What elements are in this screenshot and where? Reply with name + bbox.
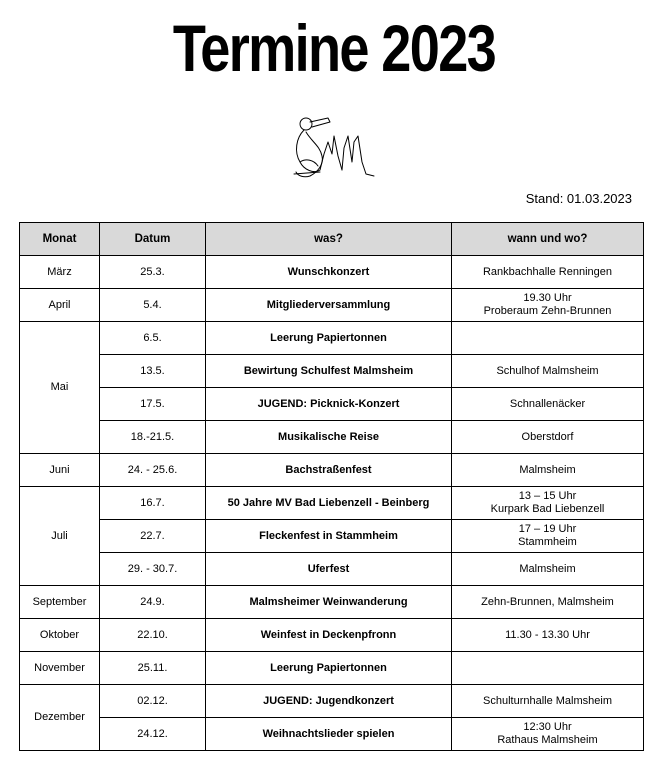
- date-cell: 22.7.: [100, 520, 206, 553]
- time-location-cell: [452, 619, 644, 652]
- time-location-line: 17 – 19 Uhr: [518, 523, 577, 535]
- month-cell: November: [20, 652, 100, 685]
- time-location-cell: [452, 487, 644, 520]
- event-cell: JUGEND: Jugendkonzert: [206, 685, 452, 718]
- table-row: [20, 487, 644, 520]
- table-row: [20, 322, 644, 355]
- month-cell: Oktober: [20, 619, 100, 652]
- table-row: [20, 421, 644, 454]
- time-location-line: Malmsheim: [519, 562, 576, 575]
- time-location-cell: [452, 322, 644, 355]
- month-cell: Mai: [20, 322, 100, 454]
- time-location-line: Zehn-Brunnen, Malmsheim: [481, 595, 614, 608]
- month-cell: Juni: [20, 454, 100, 487]
- date-cell: 13.5.: [100, 355, 206, 388]
- time-location-line: Proberaum Zehn-Brunnen: [483, 305, 612, 317]
- time-location-line: 13 – 15 Uhr: [518, 490, 577, 502]
- table-row: [20, 685, 644, 718]
- table-row: [20, 619, 644, 652]
- stand-date: Stand: 01.03.2023: [525, 191, 632, 206]
- event-cell: Bewirtung Schulfest Malmsheim: [206, 355, 452, 388]
- event-cell: Malmsheimer Weinwanderung: [206, 586, 452, 619]
- date-cell: 24.12.: [100, 718, 206, 751]
- date-cell: 17.5.: [100, 388, 206, 421]
- time-location-cell: [452, 454, 644, 487]
- month-cell: Dezember: [20, 685, 100, 751]
- time-location-cell: [452, 652, 644, 685]
- time-location-cell: [452, 520, 644, 553]
- time-location-line: Schulturnhalle Malmsheim: [483, 694, 612, 707]
- time-location-cell: [452, 553, 644, 586]
- page-title: Termine 2023: [172, 11, 496, 85]
- time-location-cell: [452, 256, 644, 289]
- time-location-line: 19.30 Uhr: [523, 292, 572, 304]
- month-cell: April: [20, 289, 100, 322]
- event-cell: Leerung Papiertonnen: [206, 322, 452, 355]
- time-location-line: Schulhof Malmsheim: [496, 364, 599, 377]
- event-cell: Leerung Papiertonnen: [206, 652, 452, 685]
- events-table: [19, 222, 644, 751]
- table-header-row: [20, 223, 644, 256]
- table-row: [20, 289, 644, 322]
- time-location-line: Oberstdorf: [521, 430, 574, 443]
- event-cell: JUGEND: Picknick-Konzert: [206, 388, 452, 421]
- date-cell: 25.3.: [100, 256, 206, 289]
- event-cell: 50 Jahre MV Bad Liebenzell - Beinberg: [206, 487, 452, 520]
- date-cell: 24.9.: [100, 586, 206, 619]
- time-location-line: Rankbachhalle Renningen: [482, 265, 613, 278]
- time-location-line: Schnallenäcker: [509, 397, 586, 410]
- table-row: [20, 454, 644, 487]
- date-cell: 6.5.: [100, 322, 206, 355]
- musician-trumpet-logo: [290, 112, 390, 188]
- table-row: [20, 388, 644, 421]
- event-cell: Fleckenfest in Stammheim: [206, 520, 452, 553]
- table-row: [20, 256, 644, 289]
- date-cell: 5.4.: [100, 289, 206, 322]
- table-row: [20, 586, 644, 619]
- time-location-cell: [452, 685, 644, 718]
- time-location-line: Malmsheim: [519, 463, 576, 476]
- event-cell: Wunschkonzert: [206, 256, 452, 289]
- time-location-line: Kurpark Bad Liebenzell: [490, 503, 605, 515]
- date-cell: 22.10.: [100, 619, 206, 652]
- time-location-cell: [452, 586, 644, 619]
- time-location-line: 12:30 Uhr: [523, 721, 572, 733]
- time-location-cell: [452, 289, 644, 322]
- month-cell: Juli: [20, 487, 100, 586]
- date-cell: 25.11.: [100, 652, 206, 685]
- time-location-line: Stammheim: [518, 536, 577, 548]
- table-row: [20, 520, 644, 553]
- table-row: [20, 652, 644, 685]
- month-cell: März: [20, 256, 100, 289]
- date-cell: 02.12.: [100, 685, 206, 718]
- header-wann-und-wo: wann und wo?: [452, 223, 644, 256]
- date-cell: 16.7.: [100, 487, 206, 520]
- event-cell: Weinfest in Deckenpfronn: [206, 619, 452, 652]
- time-location-cell: [452, 355, 644, 388]
- header-monat: Monat: [20, 223, 100, 256]
- event-cell: Weihnachtslieder spielen: [206, 718, 452, 751]
- time-location-line: 11.30 - 13.30 Uhr: [505, 628, 590, 641]
- date-cell: 29. - 30.7.: [100, 553, 206, 586]
- event-cell: Mitgliederversammlung: [206, 289, 452, 322]
- event-cell: Uferfest: [206, 553, 452, 586]
- date-cell: 18.-21.5.: [100, 421, 206, 454]
- event-cell: Bachstraßenfest: [206, 454, 452, 487]
- date-cell: 24. - 25.6.: [100, 454, 206, 487]
- month-cell: September: [20, 586, 100, 619]
- time-location-cell: [452, 388, 644, 421]
- time-location-cell: [452, 421, 644, 454]
- table-body: [20, 256, 644, 751]
- table-row: [20, 718, 644, 751]
- event-cell: Musikalische Reise: [206, 421, 452, 454]
- table-row: [20, 553, 644, 586]
- header-was: was?: [206, 223, 452, 256]
- time-location-line: Rathaus Malmsheim: [497, 734, 598, 746]
- header-datum: Datum: [100, 223, 206, 256]
- time-location-cell: [452, 718, 644, 751]
- table-row: [20, 355, 644, 388]
